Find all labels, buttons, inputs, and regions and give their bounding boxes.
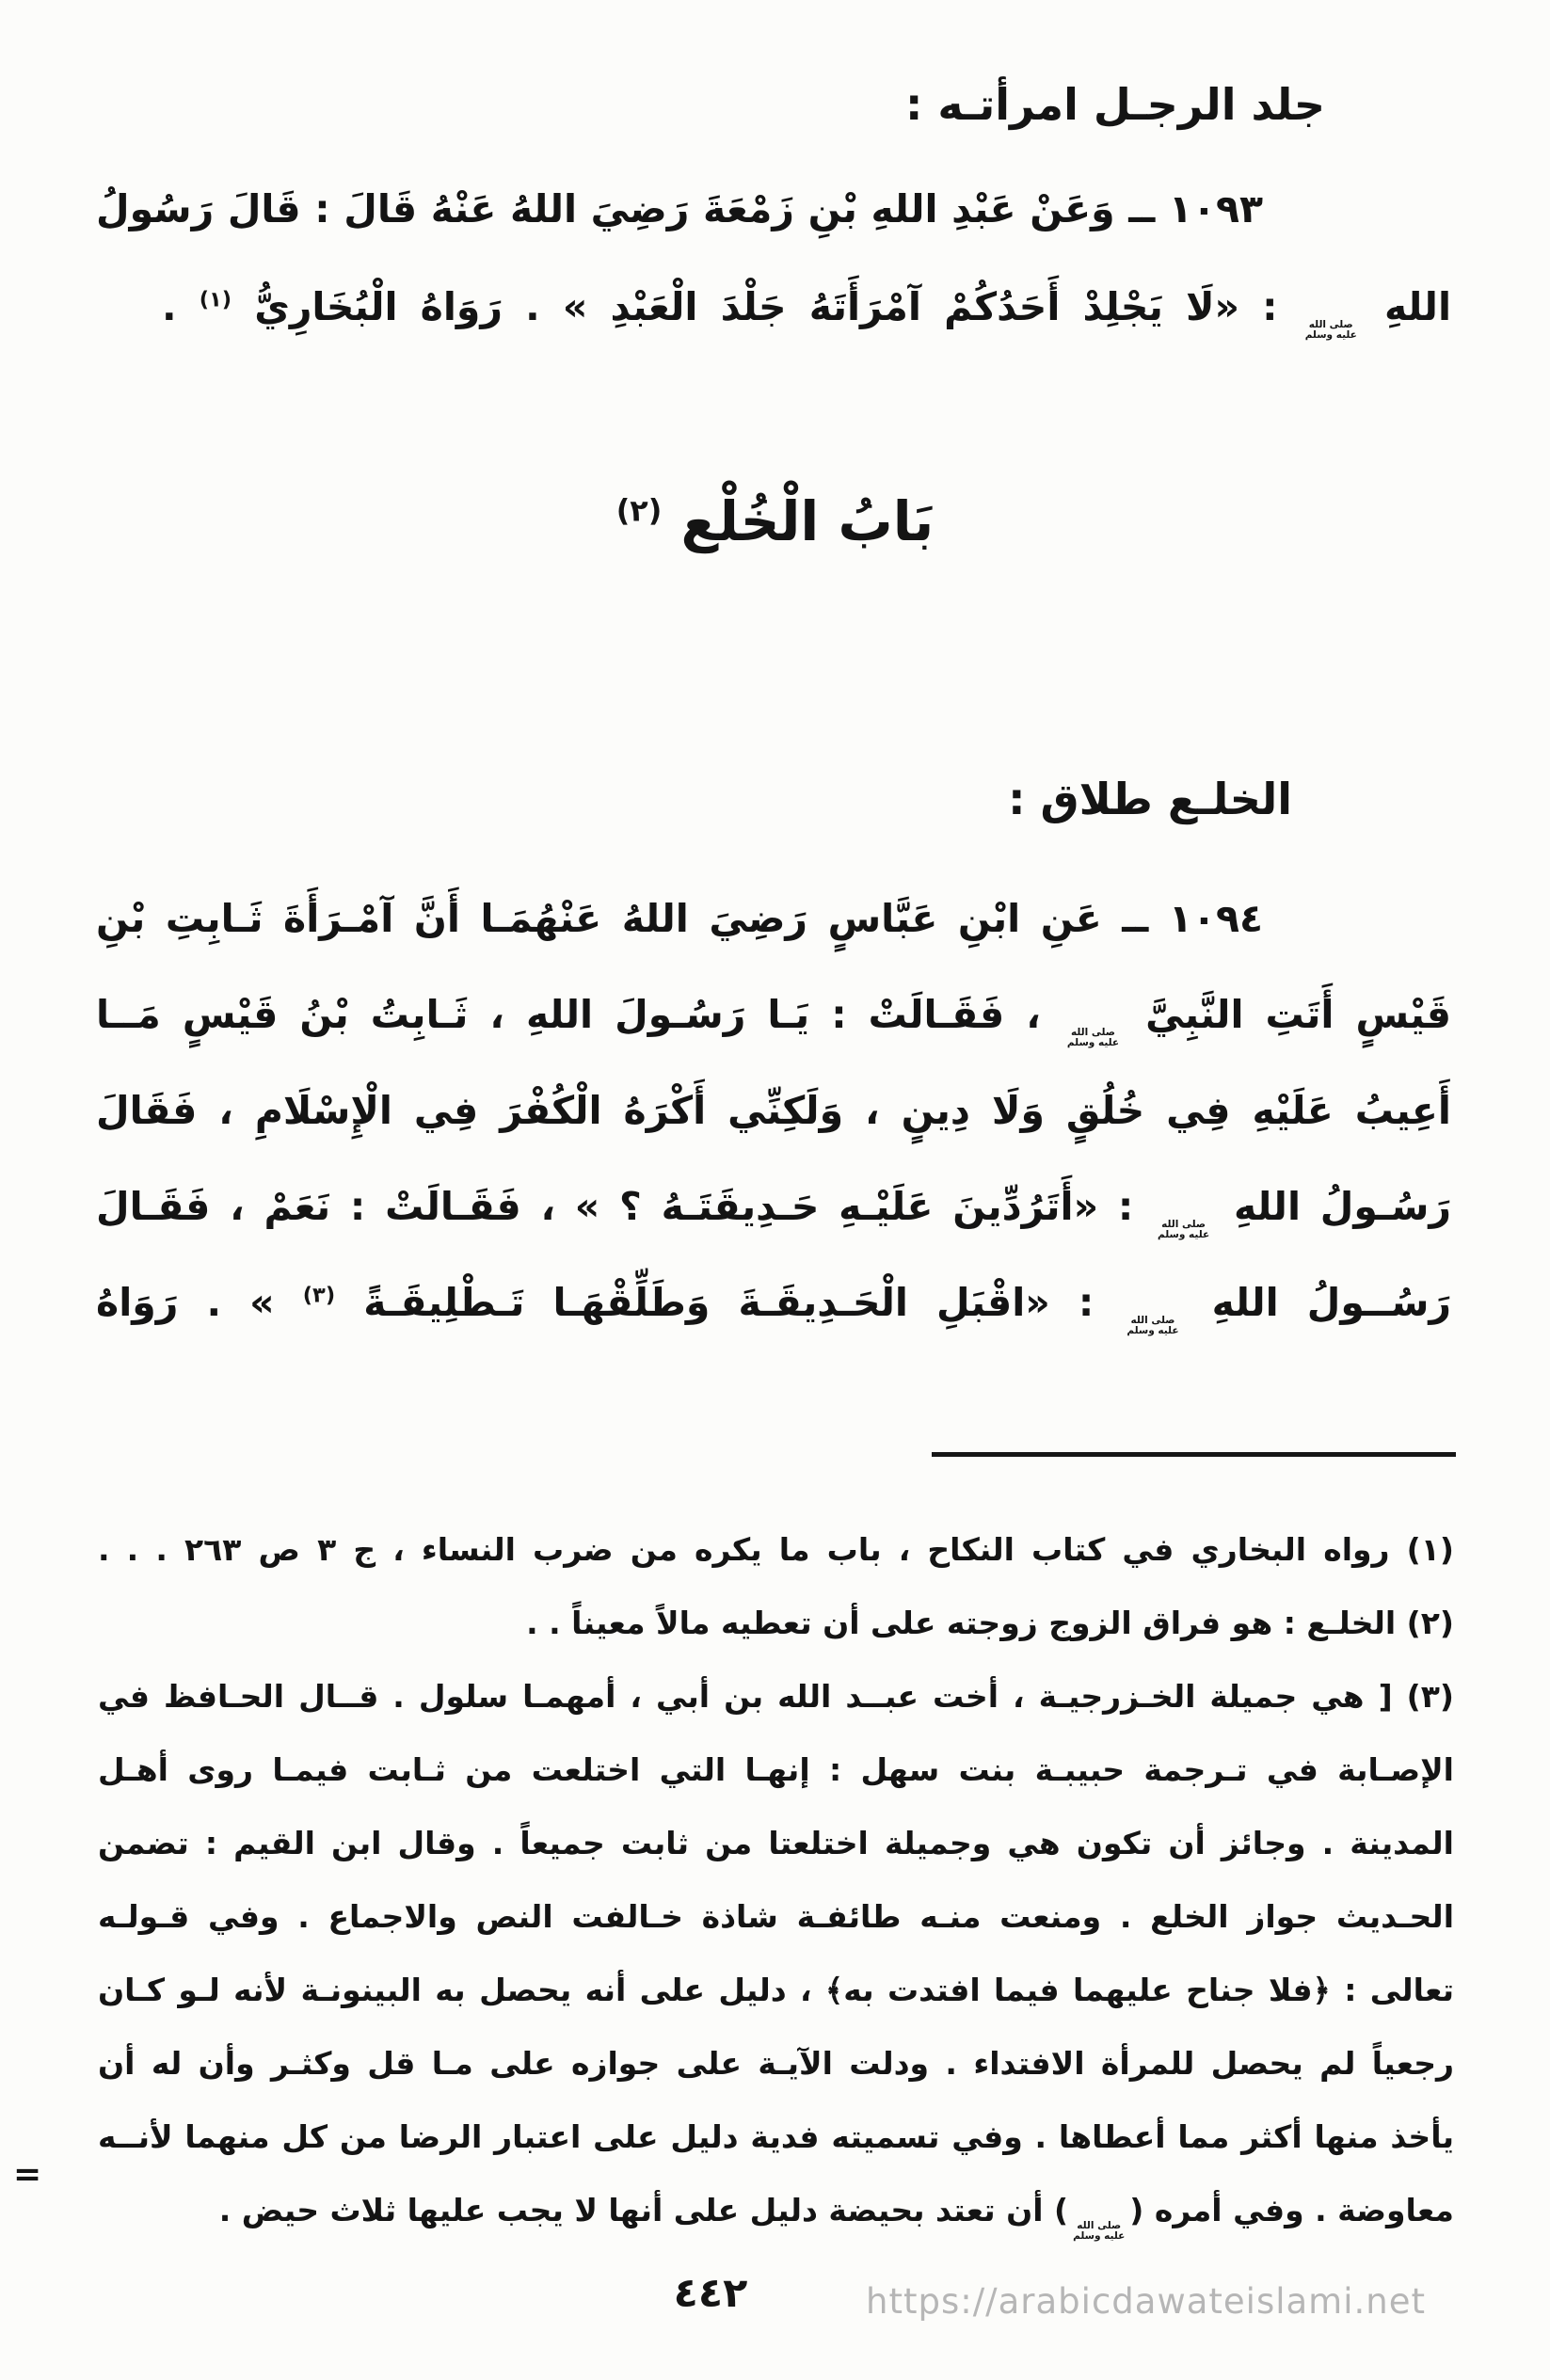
section-heading-jald: جلد الرجـل امرأتـه : [904,79,1325,130]
footnotes-block [98,1513,1454,2247]
hadith-1093-line-2: اللهِ صلى الله عليه وسلم : «لَا يَجْلِدْ أَحَدُكُمْ آمْرَأَتَهُ جَلْدَ الْعَبْدِ » . رَوَاهُ الْبُخَارِيُّ $^{(١)}$ . [162,284,1452,342]
prophet-honorific-icon: صلى الله عليه وسلم [1158,1219,1210,1241]
chapter-title: بَابُ الْخُلْع [680,489,935,553]
prophet-honorific-icon: صلى الله عليه وسلم [1066,1027,1120,1049]
prophet-honorific-icon: صلى الله عليه وسلم [1304,319,1357,342]
hadith-1094-line-4: رَسُـولُ اللهِ صلى الله عليه وسلم : «أَتَرُدِّينَ عَلَيْـهِ حَـدِيقَتَـهُ ؟ » ، فَقَـالَتْ : نَعَمْ ، فَقَـالَ [96,1184,1451,1241]
hadith-1094-line-2: قَيْسٍ أَتَتِ النَّبِيَّ صلى الله عليه وسلم ، فَقَـالَتْ : يَـا رَسُـولَ اللهِ ، ثَـابِتُ بْنُ قَيْسٍ مَــا [96,992,1451,1049]
hadith-1094-line-1: ١٠٩٤ ــ عَنِ ابْنِ عَبَّاسٍ رَضِيَ اللهُ عَنْهُمَـا أَنَّ آمْـرَأَةَ ثَـابِتِ بْنِ [96,896,1263,941]
footnote-3-line-4: الحـديث جواز الخلع . ومنعت منـه طائفـة شاذة خـالفت النص والاجماع . وفي قـولـه [98,1898,1454,1935]
chapter-footnote-ref: (٢) [615,492,663,529]
page-number: ٤٤٢ [673,2270,748,2317]
prophet-honorific-icon: صلى الله عليه وسلم [1073,2220,1126,2243]
footnote-3-line-5: تعالى : ﴿فلا جناح عليهما فيما افتدت به﴾ ، دليل على أنه يحصل به البينونـة لأنه لـو كـان [98,1972,1454,2008]
footnote-3-line-6: رجعياً لم يحصل للمرأة الافتداء . ودلت الآيـة على جوازه على مـا قل وكثـر وأن له أن [98,2045,1454,2082]
footnote-3-line-3: المدينة . وجائز أن تكون هي وجميلة اختلعتا من ثابت جميعاً . وقال ابن القيم : تضمن [98,1825,1454,1861]
continuation-mark: = [13,2155,42,2194]
footnote-2: (٢) الخلـع : هو فراق الزوج زوجته على أن تعطيه مالاً معيناً . . [526,1605,1454,1641]
section-heading-khul: الخلـع طلاق : [1008,774,1292,824]
watermark-url: https://arabicdawateislami.net [866,2281,1426,2322]
footnote-3-line-8: معاوضة . وفي أمره ( صلى الله عليه وسلم ) أن تعتد بحيضة دليل على أنها لا يجب عليها ثلاث حيض . [218,2192,1454,2243]
prophet-honorific-icon: صلى الله عليه وسلم [1127,1315,1179,1337]
footnote-separator [932,1452,1456,1457]
footnote-3-line-7: يأخذ منها أكثر مما أعطاها . وفي تسميته فدية دليل على اعتبار الرضا من كل منهما لأنــه [98,2118,1454,2155]
footnote-ref: (٣) [302,1283,336,1308]
hadith-1093-line-1: ١٠٩٣ ــ وَعَنْ عَبْدِ اللهِ بْنِ زَمْعَةَ رَضِيَ اللهُ عَنْهُ قَالَ : قَالَ رَسُولُ [96,186,1263,232]
chapter-heading [0,489,1550,553]
footnote-ref: (١) [199,287,232,312]
footnote-3-line-1: (٣) [ هي جميلة الخـزرجيـة ، أخت عبــد الله بن أبي ، أمهمـا سلول . قــال الحـافظ في [98,1678,1454,1715]
footnote-3-line-2: الإصـابة في تـرجمة حبيبـة بنت سهل : إنهـا التي اختلعت من ثـابت فيمـا روى أهـل [98,1751,1454,1788]
hadith-1094-line-3: أَعِيبُ عَلَيْهِ فِي خُلُقٍ وَلَا دِينٍ ، وَلَكِنِّي أَكْرَهُ الْكُفْرَ فِي الْإِسْلَامِ ، فَقَالَ [96,1088,1451,1133]
footnote-1: (١) رواه البخاري في كتاب النكاح ، باب ما يكره من ضرب النساء ، ج ٣ ص ٢٦٣ . . . [98,1531,1454,1568]
hadith-1094-line-5: رَسُــولُ اللهِ صلى الله عليه وسلم : «اقْبَلِ الْحَـدِيقَـةَ وَطَلِّقْهَـا تَـطْلِيقَـةً $^{(٣)}$ » . رَوَاهُ [96,1280,1452,1337]
